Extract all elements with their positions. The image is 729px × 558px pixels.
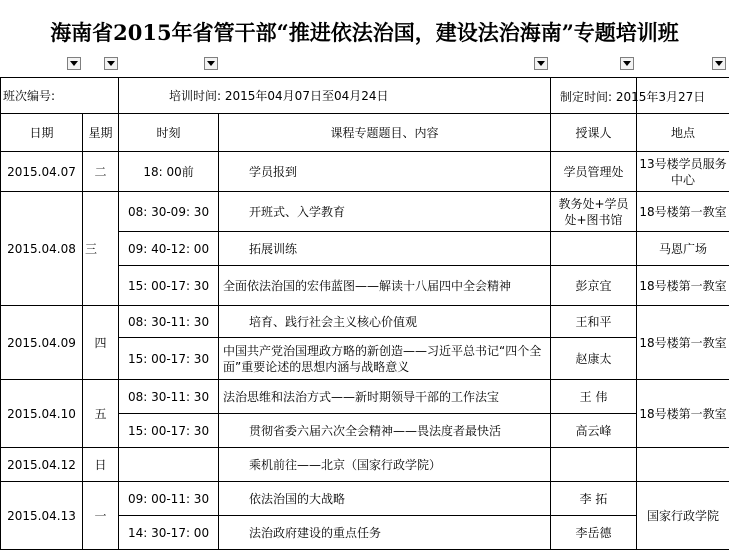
location-cell: 18号楼第一教室 bbox=[637, 266, 729, 306]
time-cell: 18: 00前 bbox=[119, 152, 219, 192]
location-cell: 13号楼学员服务中心 bbox=[637, 152, 729, 192]
topic-cell: 全面依法治国的宏伟蓝图——解读十八届四中全会精神 bbox=[219, 266, 551, 306]
column-header: 地点 bbox=[637, 114, 729, 152]
table-row bbox=[1, 192, 729, 232]
location-cell: 国家行政学院 bbox=[637, 482, 729, 550]
location-cell: 18号楼第一教室 bbox=[637, 192, 729, 232]
weekday-cell: 三 bbox=[83, 192, 119, 306]
lecturer-cell: 赵康太 bbox=[551, 338, 637, 380]
topic-cell: 法治政府建设的重点任务 bbox=[219, 516, 551, 550]
dropdown-arrow-icon bbox=[715, 61, 723, 66]
weekday-cell: 四 bbox=[83, 306, 119, 380]
topic-cell: 乘机前往——北京（国家行政学院） bbox=[219, 448, 551, 482]
location-cell: 18号楼第一教室 bbox=[637, 380, 729, 448]
table-row bbox=[1, 380, 729, 414]
dropdown-arrow-icon bbox=[537, 61, 545, 66]
lecturer-cell: 高云峰 bbox=[551, 414, 637, 448]
lecturer-cell: 王 伟 bbox=[551, 380, 637, 414]
lecturer-cell: 李岳德 bbox=[551, 516, 637, 550]
table-row bbox=[1, 152, 729, 192]
location-cell bbox=[637, 448, 729, 482]
column-header: 授课人 bbox=[551, 114, 637, 152]
topic-cell: 开班式、入学教育 bbox=[219, 192, 551, 232]
date-cell: 2015.04.07 bbox=[1, 152, 83, 192]
table-row bbox=[1, 482, 729, 516]
time-cell: 09: 00-11: 30 bbox=[119, 482, 219, 516]
date-cell: 2015.04.10 bbox=[1, 380, 83, 448]
training-period: 培训时间: 2015年04月07日至04月24日 bbox=[119, 78, 637, 114]
weekday-cell: 二 bbox=[83, 152, 119, 192]
class-number-label: 班次编号: bbox=[1, 78, 119, 114]
lecturer-cell bbox=[551, 232, 637, 266]
prepared-date-text: 制定时间: 2015年3月27日 bbox=[560, 90, 706, 104]
lecturer-cell: 李 拓 bbox=[551, 482, 637, 516]
date-cell: 2015.04.12 bbox=[1, 448, 83, 482]
lecturer-cell: 彭京宜 bbox=[551, 266, 637, 306]
topic-cell: 培育、践行社会主义核心价值观 bbox=[219, 306, 551, 338]
time-cell: 15: 00-17: 30 bbox=[119, 414, 219, 448]
date-cell: 2015.04.09 bbox=[1, 306, 83, 380]
time-cell: 08: 30-11: 30 bbox=[119, 380, 219, 414]
filter-dropdown-location[interactable] bbox=[712, 57, 726, 70]
dropdown-arrow-icon bbox=[623, 61, 631, 66]
topic-cell: 贯彻省委六届六次全会精神——畏法度者最快活 bbox=[219, 414, 551, 448]
filter-dropdown-weekday[interactable] bbox=[104, 57, 118, 70]
column-header: 课程专题题目、内容 bbox=[219, 114, 551, 152]
filter-dropdown-lecturer[interactable] bbox=[620, 57, 634, 70]
weekday-cell: 一 bbox=[83, 482, 119, 550]
filter-dropdown-time[interactable] bbox=[204, 57, 218, 70]
page-title: 海南省2015年省管干部“推进依法治国，建设法治海南”专题培训班 bbox=[50, 20, 679, 45]
time-cell bbox=[119, 448, 219, 482]
topic-cell: 法治思维和法治方式——新时期领导干部的工作法宝 bbox=[219, 380, 551, 414]
time-cell: 08: 30-11: 30 bbox=[119, 306, 219, 338]
column-header: 星期 bbox=[83, 114, 119, 152]
column-header: 时刻 bbox=[119, 114, 219, 152]
date-cell: 2015.04.08 bbox=[1, 192, 83, 306]
lecturer-cell: 王和平 bbox=[551, 306, 637, 338]
topic-cell: 中国共产党治国理政方略的新创造——习近平总书记“四个全面”重要论述的思想内涵与战略意义 bbox=[219, 338, 551, 380]
filter-dropdown-date[interactable] bbox=[67, 57, 81, 70]
time-cell: 14: 30-17: 00 bbox=[119, 516, 219, 550]
time-cell: 09: 40-12: 00 bbox=[119, 232, 219, 266]
date-cell: 2015.04.13 bbox=[1, 482, 83, 550]
time-cell: 08: 30-09: 30 bbox=[119, 192, 219, 232]
dropdown-arrow-icon bbox=[107, 61, 115, 66]
location-cell: 18号楼第一教室 bbox=[637, 306, 729, 380]
lecturer-cell: 学员管理处 bbox=[551, 152, 637, 192]
location-cell: 马恩广场 bbox=[637, 232, 729, 266]
filter-dropdown-topic[interactable] bbox=[534, 57, 548, 70]
topic-cell: 学员报到 bbox=[219, 152, 551, 192]
column-header-row bbox=[1, 114, 729, 152]
lecturer-cell bbox=[551, 448, 637, 482]
column-header: 日期 bbox=[1, 114, 83, 152]
weekday-cell: 五 bbox=[83, 380, 119, 448]
weekday-cell: 日 bbox=[83, 448, 119, 482]
dropdown-arrow-icon bbox=[70, 61, 78, 66]
time-cell: 15: 00-17: 30 bbox=[119, 338, 219, 380]
table-row bbox=[1, 448, 729, 482]
dropdown-arrow-icon bbox=[207, 61, 215, 66]
info-divider bbox=[550, 77, 551, 114]
schedule-table bbox=[0, 77, 729, 550]
lecturer-cell: 教务处+学员处+图书馆 bbox=[551, 192, 637, 232]
table-row bbox=[1, 306, 729, 338]
topic-cell: 依法治国的大战略 bbox=[219, 482, 551, 516]
time-cell: 15: 00-17: 30 bbox=[119, 266, 219, 306]
topic-cell: 拓展训练 bbox=[219, 232, 551, 266]
